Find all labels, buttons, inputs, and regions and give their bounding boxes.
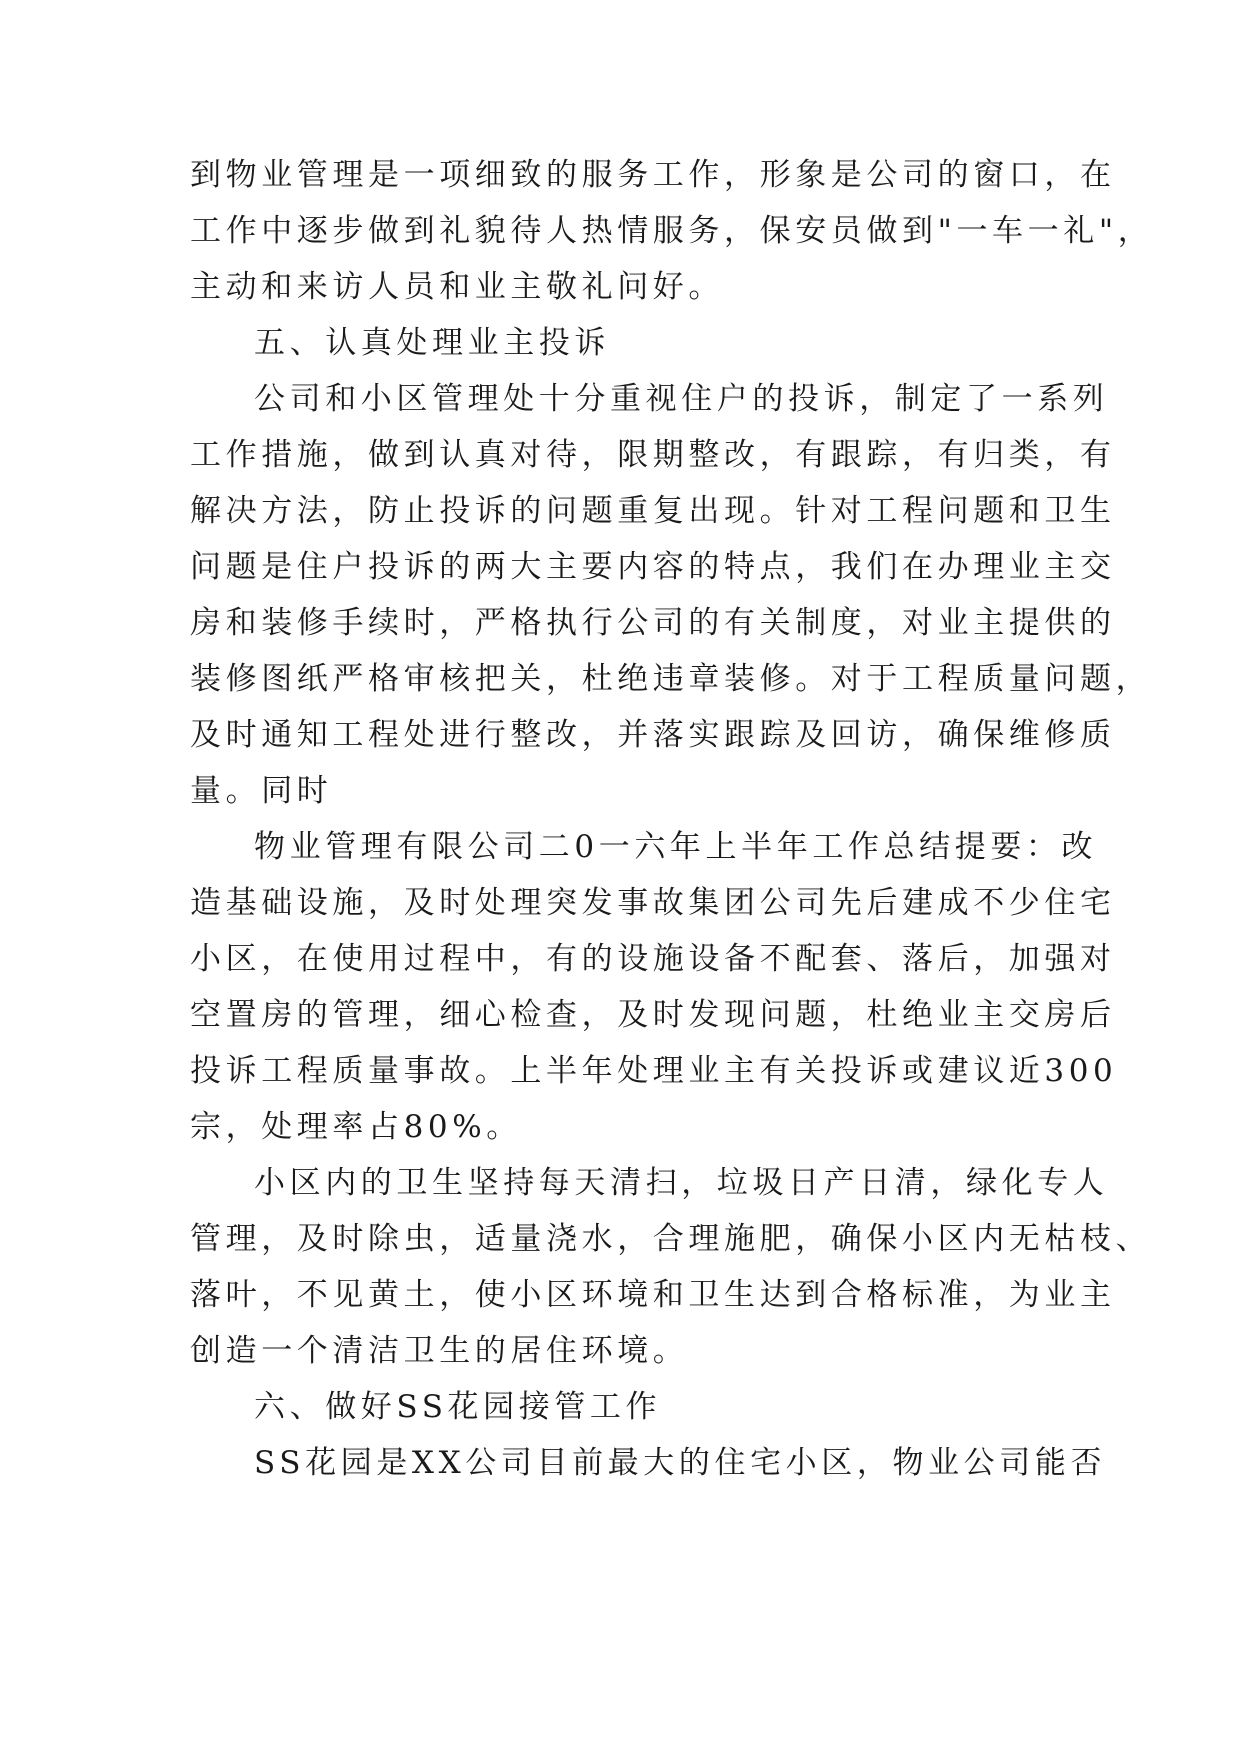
text-line: 创造一个清洁卫生的居住环境。 <box>190 1333 689 1369</box>
text-line: 宗，处理率占80%。 <box>190 1109 522 1145</box>
text-line: 到物业管理是一项细致的服务工作，形象是公司的窗口，在 <box>190 157 1116 193</box>
text-line: 管理，及时除虫，适量浇水，合理施肥，确保小区内无枯枝、 <box>190 1221 1152 1257</box>
section-heading: 五、认真处理业主投诉 <box>254 325 610 361</box>
text-line: 造基础设施，及时处理突发事故集团公司先后建成不少住宅 <box>190 885 1116 921</box>
text-line: 落叶，不见黄土，使小区环境和卫生达到合格标准，为业主 <box>190 1277 1116 1313</box>
text-line: 工作中逐步做到礼貌待人热情服务，保安员做到"一车一礼"， <box>190 213 1154 249</box>
text-line: 工作措施，做到认真对待，限期整改，有跟踪，有归类，有 <box>190 437 1116 473</box>
text-line: 空置房的管理，细心检查，及时发现问题，杜绝业主交房后 <box>190 997 1116 1033</box>
text-line: 小区内的卫生坚持每天清扫，垃圾日产日清，绿化专人 <box>254 1165 1109 1201</box>
text-line: 公司和小区管理处十分重视住户的投诉，制定了一系列 <box>254 381 1109 417</box>
text-line: 问题是住户投诉的两大主要内容的特点，我们在办理业主交 <box>190 549 1116 585</box>
text-line: 及时通知工程处进行整改，并落实跟踪及回访，确保维修质 <box>190 717 1116 753</box>
section-heading: 六、做好SS花园接管工作 <box>254 1389 662 1425</box>
text-line: 解决方法，防止投诉的问题重复出现。针对工程问题和卫生 <box>190 493 1116 529</box>
text-line: 物业管理有限公司二0一六年上半年工作总结提要：改 <box>254 829 1098 865</box>
text-line: 装修图纸严格审核把关，杜绝违章装修。对于工程质量问题， <box>190 661 1152 697</box>
text-line: 小区，在使用过程中，有的设施设备不配套、落后，加强对 <box>190 941 1116 977</box>
text-line: 房和装修手续时，严格执行公司的有关制度，对业主提供的 <box>190 605 1116 641</box>
text-line: SS花园是XX公司目前最大的住宅小区，物业公司能否 <box>254 1445 1107 1481</box>
text-line: 主动和来访人员和业主敬礼问好。 <box>190 269 724 305</box>
text-line: 投诉工程质量事故。上半年处理业主有关投诉或建议近300 <box>190 1053 1118 1089</box>
text-line: 量。同时 <box>190 773 333 809</box>
